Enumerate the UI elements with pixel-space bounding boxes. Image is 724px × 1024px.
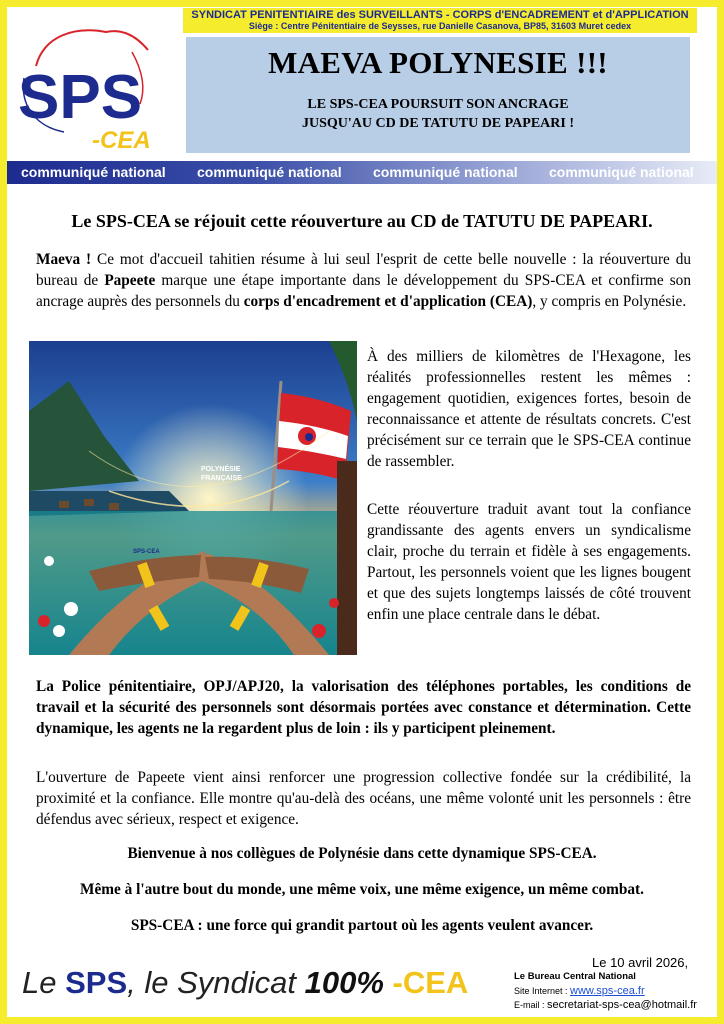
slogan-100: 100% (304, 965, 384, 1000)
email-address[interactable]: secretariat-sps-cea@hotmail.fr (547, 999, 697, 1011)
paragraph-2: À des milliers de kilomètres de l'Hexagone, les réalités professionnelles restent les mêmes : engagement quotidien, exigences fortes, besoin de reconnaissance et attente de résultats concrets. C'est précisément sur ce terrain que le SPS-CEA continue de rassembler. (367, 348, 691, 470)
closing-line-3: SPS-CEA : une force qui grandit partout où les agents veulent avancer. (130, 917, 594, 934)
intro-corps: corps d'encadrement et d'application (CEA) (243, 293, 533, 310)
image-label-1: POLYNÉSIE (201, 466, 241, 473)
website-link[interactable]: www.sps-cea.fr (570, 985, 645, 997)
signature-bureau: Le Bureau Central National (514, 971, 636, 982)
intro-greeting: Maeva ! (36, 251, 92, 268)
intro-text: Ce mot d'accueil tahitien résume à lui seul l'esprit de cette belle nouvelle : la réouverture du bureau de (36, 251, 692, 289)
slogan-part: , le Syndicat (127, 965, 305, 1000)
contact-website (514, 985, 645, 997)
slogan-sps: SPS (65, 965, 128, 1000)
closing-line-1: Bienvenue à nos collègues de Polynésie dans cette dynamique SPS-CEA. (127, 845, 597, 862)
intro-text: marque une étape importante dans le développement du SPS-CEA et confirme son ancrage auprès des personnels du (36, 272, 691, 310)
footer-slogan (22, 965, 468, 1001)
subtitle-line-2: JUSQU'AU CD DE TATUTU DE PAPEARI ! (302, 116, 574, 131)
email-label: E-mail : (514, 1000, 548, 1010)
org-name: SYNDICAT PENITENTIAIRE des SURVEILLANTS - CORPS d'ENCADREMENT et d'APPLICATION (191, 9, 689, 21)
band-label: communiqué national (373, 164, 518, 180)
website-label: Site Internet : (514, 986, 571, 996)
subtitle-line-1: LE SPS-CEA POURSUIT SON ANCRAGE (307, 97, 569, 112)
contact-email (514, 999, 697, 1011)
bracelet-label: SPS-CEA (133, 549, 160, 555)
slogan-cea: -CEA (383, 965, 469, 1000)
org-address: Siège : Centre Pénitentiaire de Seysses, rue Danielle Casanova, BP85, 31603 Muret cedex (248, 21, 632, 31)
band-label: communiqué national (549, 164, 694, 180)
communique-band (7, 161, 717, 184)
page-subtitle (186, 95, 690, 133)
paragraph-intro (36, 249, 691, 312)
image-label-2: FRANÇAISE (201, 475, 242, 482)
signature-date: Le 10 avril 2026, (592, 955, 689, 970)
paragraph-4: La Police pénitentiaire, OPJ/APJ20, la valorisation des téléphones portables, les conditions de travail et la sécurité des personnels sont désormais portées avec constance et détermination. Cette dynamique, les agents ne la regardent plus de loin : ils y participent pleinement. (36, 678, 691, 737)
polynesia-illustration (29, 341, 357, 655)
paragraph-3: Cette réouverture traduit avant tout la confiance grandissante des agents envers un syndicalisme clair, proche du terrain et fidèle à ses engagements. Partout, les personnels voient que les lignes bougent et que des sujets longtemps laissés de côté trouvent enfin une place centrale dans le débat. (367, 501, 691, 623)
intro-place: Papeete (104, 272, 156, 289)
article-headline: Le SPS-CEA se réjouit cette réouverture au CD de TATUTU DE PAPEARI. (71, 211, 653, 231)
sps-cea-logo (14, 18, 180, 158)
logo-subtext: -CEA (92, 127, 151, 154)
org-header-bar (183, 8, 697, 33)
band-label: communiqué national (21, 164, 166, 180)
title-box (186, 37, 690, 153)
closing-line-2: Même à l'autre bout du monde, une même voix, une même exigence, un même combat. (80, 881, 644, 898)
page-title: MAEVA POLYNESIE !!! (268, 45, 608, 80)
slogan-part: Le (22, 965, 66, 1000)
intro-text: , y compris en Polynésie. (532, 293, 687, 310)
logo-text: SPS (18, 63, 143, 132)
band-label: communiqué national (197, 164, 342, 180)
paragraph-5: L'ouverture de Papeete vient ainsi renforcer une progression collective fondée sur la crédibilité, la proximité et la confiance. Elle montre qu'au-delà des océans, une même volonté unit les personnels : être défendus avec sérieux, respect et exigence. (36, 769, 691, 828)
